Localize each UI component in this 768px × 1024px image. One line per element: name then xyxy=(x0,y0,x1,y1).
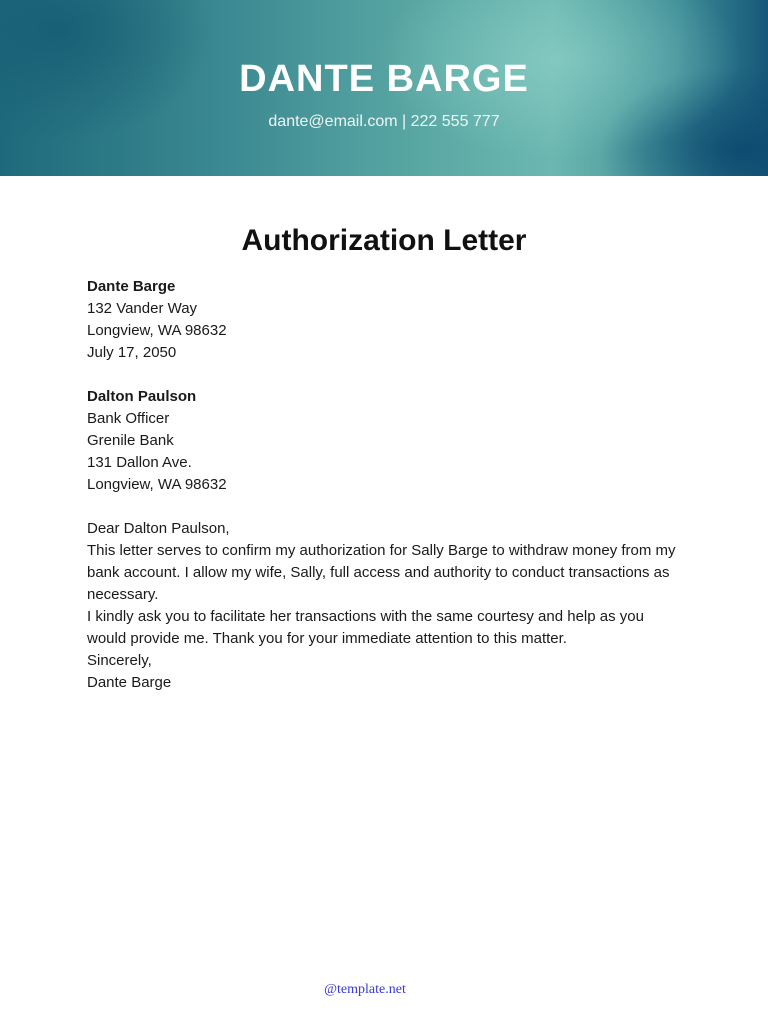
body-paragraph: This letter serves to confirm my authorization for Sally Barge to withdraw money from my bank account. I allow my wife, Sally, full access and authority to conduct transactions as necessary. xyxy=(87,542,676,603)
recipient-role: Bank Officer xyxy=(87,410,170,427)
closing: Sincerely, xyxy=(87,652,152,669)
closing-block xyxy=(87,650,687,694)
signature: Dante Barge xyxy=(87,674,172,691)
sender-name: Dante Barge xyxy=(87,278,176,295)
recipient-street: 131 Dallon Ave. xyxy=(87,454,192,471)
sender-city: Longview, WA 98632 xyxy=(87,322,227,339)
sender-street: 132 Vander Way xyxy=(87,300,198,317)
salutation: Dear Dalton Paulson, xyxy=(87,520,230,537)
header-banner xyxy=(0,0,768,176)
contact-info: dante@email.com | 222 555 777 xyxy=(268,113,500,130)
letter-date: July 17, 2050 xyxy=(87,344,177,361)
recipient-city: Longview, WA 98632 xyxy=(87,476,227,493)
document-title: Authorization Letter xyxy=(241,224,527,257)
recipient-company: Grenile Bank xyxy=(87,432,174,449)
sender-address-block xyxy=(87,276,687,364)
recipient-address-block xyxy=(87,386,687,496)
sender-name-heading: DANTE BARGE xyxy=(239,58,529,100)
recipient-name: Dalton Paulson xyxy=(87,388,197,405)
body-paragraph: I kindly ask you to facilitate her transactions with the same courtesy and help as you would provide me. Thank you for your immediate attention to this matter. xyxy=(87,608,644,647)
template-watermark[interactable]: @template.net xyxy=(324,982,406,997)
letter-body xyxy=(87,276,687,694)
